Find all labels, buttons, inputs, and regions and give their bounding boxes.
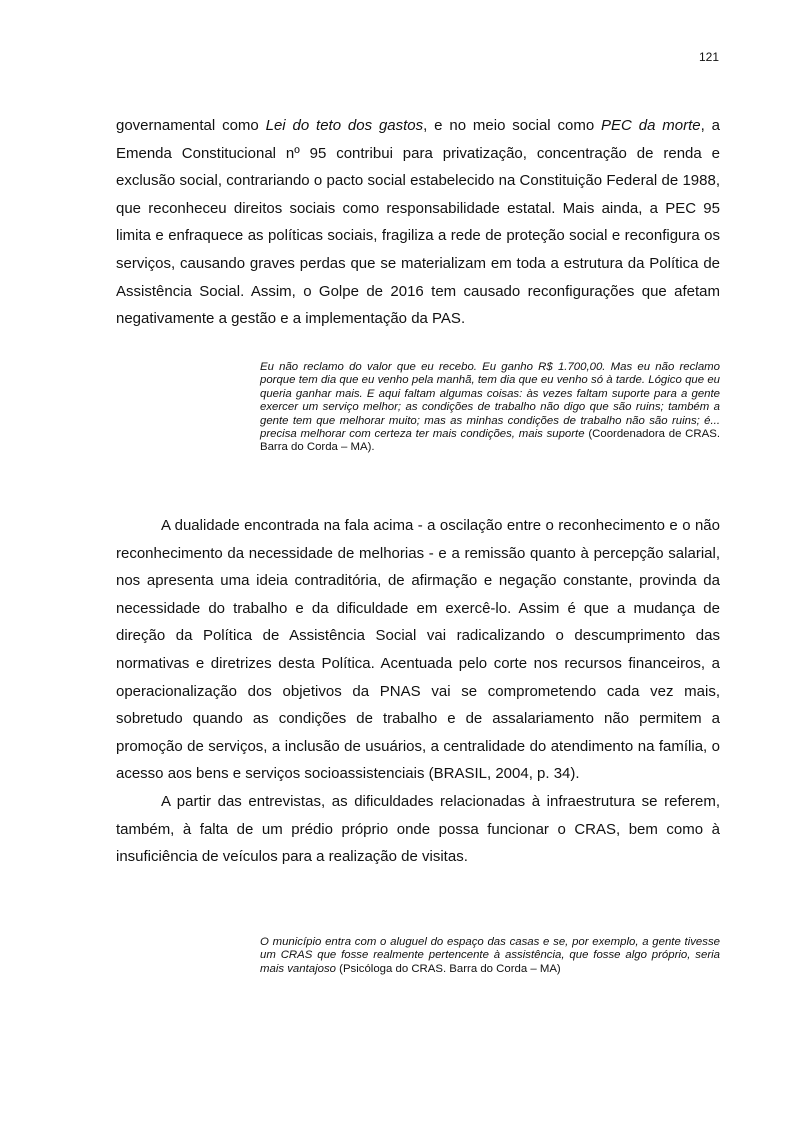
body-paragraph-1 bbox=[116, 112, 720, 333]
text-run: , a Emenda Constitucional nº 95 contribui para privatização, concentração de renda e exclusão social, contrariando o pacto social estabelecido na Constituição Federal de 1988, que reconheceu direitos sociais como responsabilidade estatal. Mais ainda, a PEC 95 limita e enfraquece as políticas sociais, fragiliza a rede de proteção social e reconfigura os serviços, causando graves perdas que se materializam em toda a estrutura da Política de Assistência Social. Assim, o Golpe de 2016 tem causado reconfigurações que afetam negativamente a gestão e a implementação da PAS. bbox=[116, 117, 720, 328]
block-quote-2 bbox=[260, 936, 720, 976]
body-paragraph-2: A dualidade encontrada na fala acima - a oscilação entre o reconhecimento e o não reconhecimento da necessidade de melhorias - e a remissão quanto à percepção salarial, nos apresenta uma ideia contraditória, de afirmação e negação constante, provinda da necessidade do trabalho e da dificuldade em exercê-lo. Assim é que a mudança de direção da Política de Assistência Social vai radicalizando o descumprimento das normativas e diretrizes desta Política. Acentuada pelo corte nos recursos financeiros, a operacionalização dos objetivos da PNAS vai se comprometendo cada vez mais, sobretudo quando as condições de trabalho e de assalariamento não permitem a promoção de serviços, a inclusão de usuários, a centralidade do atendimento na família, o acesso aos bens e serviços socioassistenciais (BRASIL, 2004, p. 34). bbox=[116, 517, 720, 783]
emphasis-lei-do-teto: Lei do teto dos gastos bbox=[265, 117, 424, 134]
body-paragraphs-2-3 bbox=[116, 512, 720, 871]
block-quote-1 bbox=[260, 361, 720, 455]
page-number: 121 bbox=[698, 50, 719, 64]
text-run: governamental como bbox=[116, 117, 266, 134]
text-run: , e no meio social como bbox=[423, 117, 602, 134]
quote-text: Eu não reclamo do valor que eu recebo. Eu ganho R$ 1.700,00. Mas eu não reclamo porque tem dia que eu venho pela manhã, tem dia que eu venho só à tarde. Lógico que eu queria ganhar mais. E aqui faltam algumas coisas: às vezes faltam suporte para a gente exercer um serviço melhor; as condições de trabalho não digo que são ruins; também a gente tem que melhorar muito; mas as minhas condições de trabalho não são ruins; é... precisa melhorar com certeza ter mais condições, mais suporte bbox=[260, 361, 720, 441]
emphasis-pec-da-morte: PEC da morte bbox=[601, 117, 701, 134]
quote-source: (Psicóloga do CRAS. Barra do Corda – MA) bbox=[335, 962, 561, 975]
body-paragraph-3: A partir das entrevistas, as dificuldades relacionadas à infraestrutura se referem, também, à falta de um prédio próprio onde possa funcionar o CRAS, bem como à insuficiência de veículos para a realização de visitas. bbox=[116, 792, 720, 866]
quote-source: (Coordenadora de CRAS. Barra do Corda – MA). bbox=[260, 428, 720, 454]
quote-text: O município entra com o aluguel do espaço das casas e se, por exemplo, a gente tivesse um CRAS que fosse realmente pertencente à assistência, que fosse algo próprio, seria mais vantajoso bbox=[260, 936, 720, 975]
